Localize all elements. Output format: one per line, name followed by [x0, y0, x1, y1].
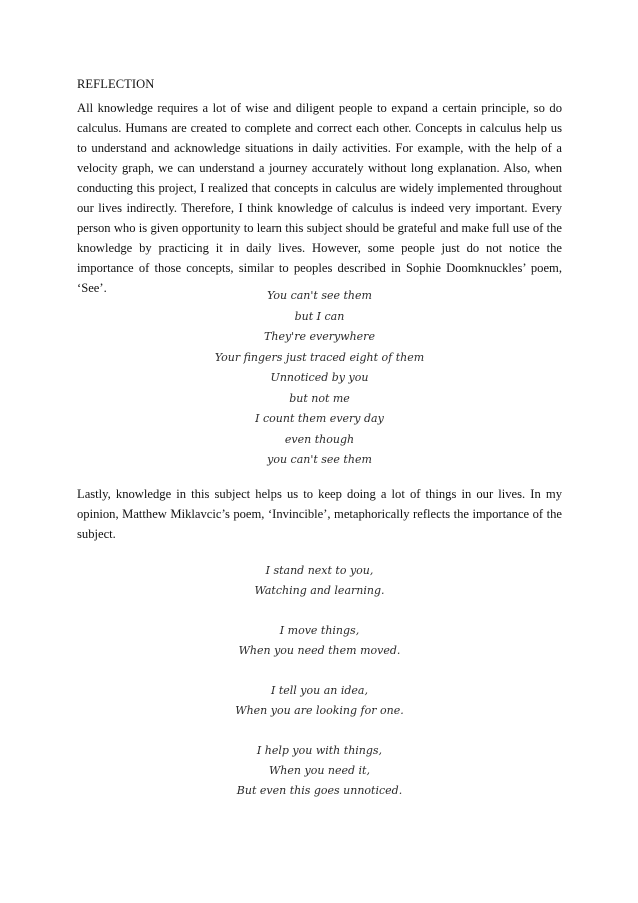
- poem-line: They're everywhere: [264, 330, 375, 343]
- poem-line: You can't see them: [267, 289, 372, 302]
- poem-line: but not me: [289, 391, 350, 405]
- poem-line: but I can: [294, 309, 345, 323]
- section-heading: REFLECTION: [77, 77, 155, 91]
- poem-line: you can't see them: [267, 453, 372, 466]
- poem-see: [77, 286, 562, 471]
- poem-line: I count them every day: [255, 412, 384, 425]
- stanza-break: [77, 601, 562, 621]
- stanza-break: [77, 661, 562, 681]
- poem-line: But even this goes unnoticed.: [236, 784, 403, 797]
- poem-line: I stand next to you,: [265, 564, 374, 577]
- poem-line: I tell you an idea,: [271, 684, 368, 697]
- reflection-paragraph-2: Lastly, knowledge in this subject helps us to keep doing a lot of things in our lives. In my opinion, Matthew Miklavcic’s poem, ‘Invincible’, metaphorically reflects the importance of the subject.: [77, 487, 562, 541]
- stanza-break: [77, 721, 562, 741]
- poem-line: Unnoticed by you: [270, 371, 369, 384]
- poem-line: When you need it,: [269, 764, 370, 777]
- poem-line: even though: [284, 432, 355, 446]
- poem-line: I move things,: [279, 624, 360, 637]
- poem-line: When you need them moved.: [238, 644, 401, 657]
- reflection-paragraph-1: All knowledge requires a lot of wise and diligent people to expand a certain principle, so do calculus. Humans are created to complete and correct each other. Concepts in calculus help us to understand and acknowledge situations in daily activities. For example, with the help of a velocity graph, we can understand a journey accurately without long explanation. Also, when conducting this project, I realized that concepts in calculus are widely implemented throughout our lives indirectly. Therefore, I think knowledge of calculus is indeed very important. Every person who is given opportunity to learn this subject should be grateful and make full use of the knowledge by practicing it in daily lives. However, some people just do not notice the importance of those concepts, similar to peoples described in Sophie Doomknuckles’ poem, ‘See’.: [77, 101, 562, 295]
- poem-line: When you are looking for one.: [235, 704, 404, 717]
- poem-line: Watching and learning.: [254, 584, 385, 597]
- poem-invincible: [77, 561, 562, 801]
- poem-line: Your fingers just traced eight of them: [214, 350, 425, 364]
- poem-line: I help you with things,: [256, 744, 383, 757]
